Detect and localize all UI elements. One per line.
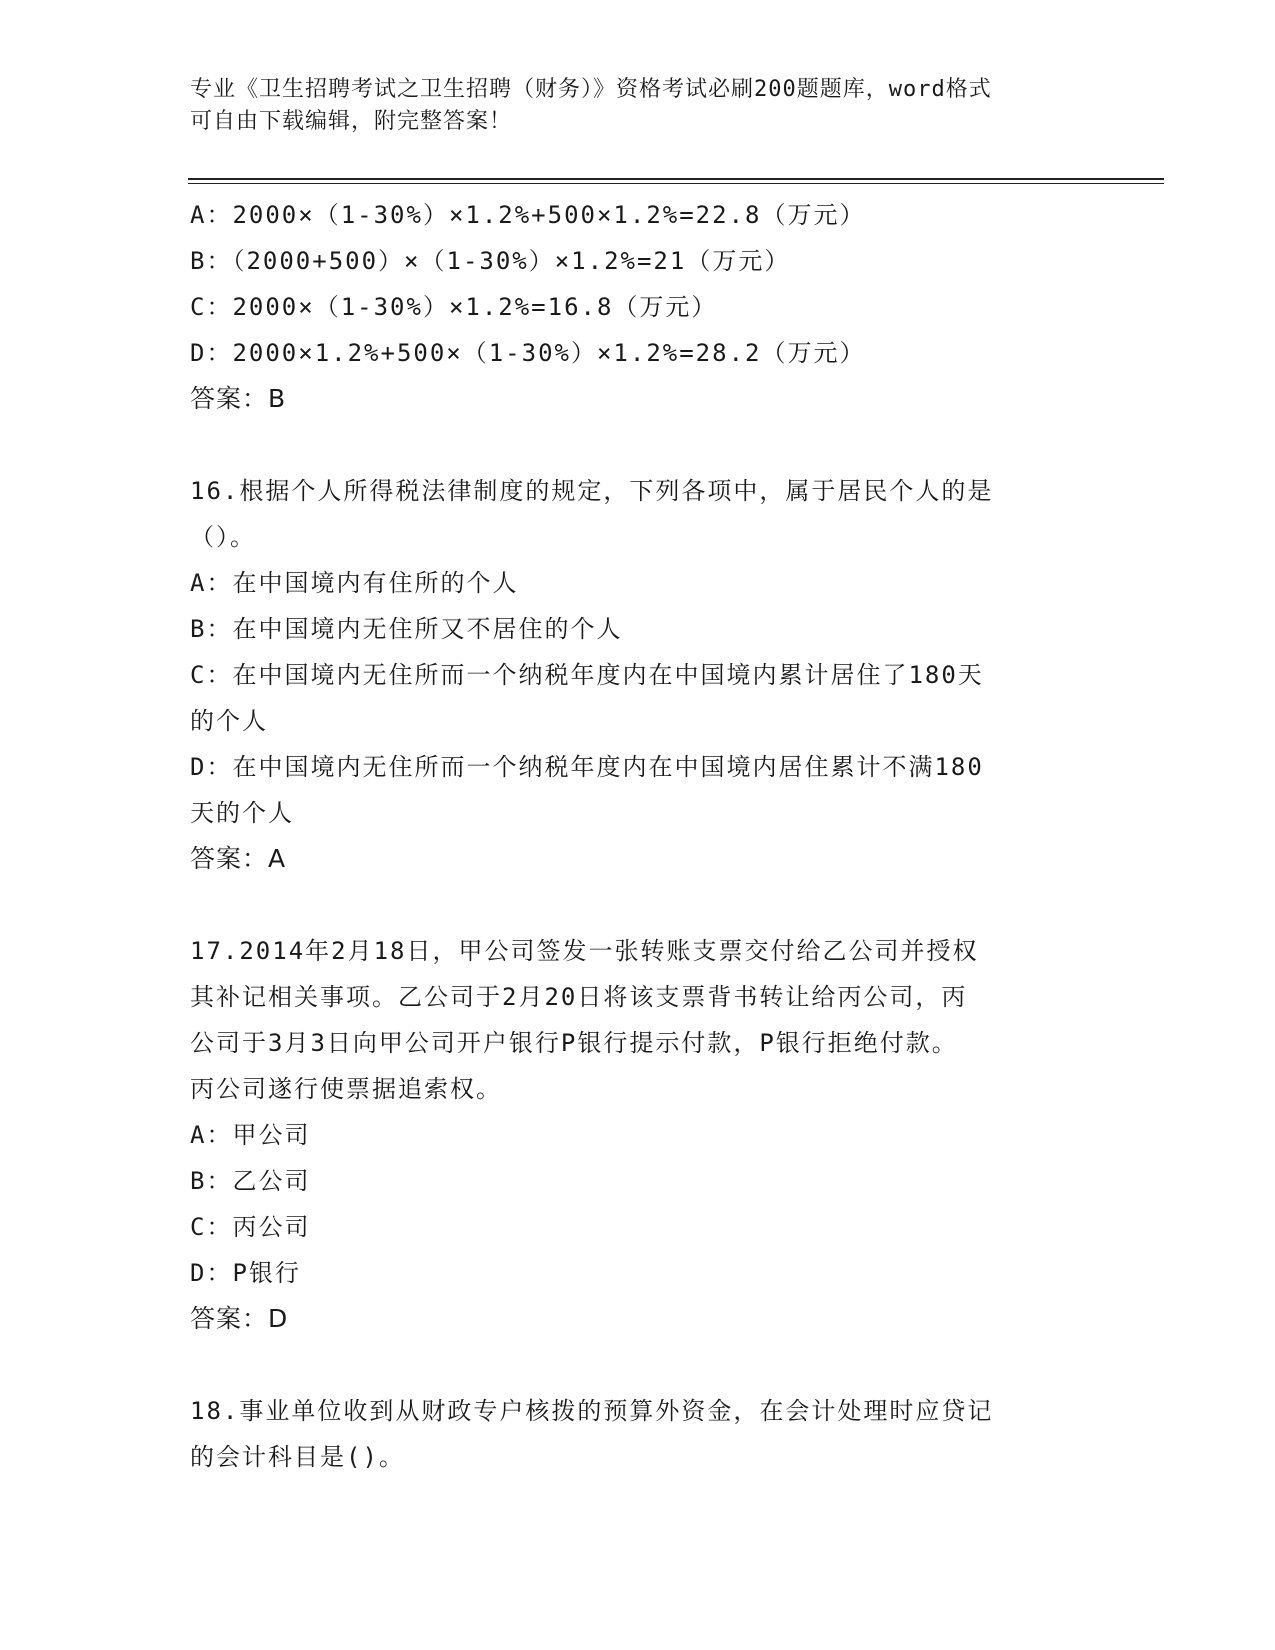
- document-header: [190, 74, 1090, 138]
- question-16: [190, 468, 1090, 882]
- answer-line: 答案：B: [190, 384, 287, 413]
- option-d: D：在中国境内无住所而一个纳税年度内在中国境内居住累计不满180: [190, 753, 984, 781]
- option-a: A：在中国境内有住所的个人: [190, 569, 519, 597]
- header-title-line-1: 专业《卫生招聘考试之卫生招聘（财务）》资格考试必刷200题题库，word格式: [190, 77, 992, 102]
- option-a: A：甲公司: [190, 1121, 311, 1149]
- question-stem-line: 其补记相关事项。乙公司于2月20日将该支票背书转让给丙公司，丙: [190, 983, 968, 1011]
- option-d-continued: 天的个人: [190, 799, 294, 827]
- header-divider-thick: [188, 178, 1164, 180]
- option-c: C：在中国境内无住所而一个纳税年度内在中国境内累计居住了180天: [190, 661, 984, 689]
- question-stem-line: 丙公司遂行使票据追索权。: [190, 1075, 502, 1103]
- question-stem-line: （）。: [190, 523, 256, 551]
- option-c-continued: 的个人: [190, 707, 268, 735]
- question-stem-line: 16.根据个人所得税法律制度的规定，下列各项中，属于居民个人的是: [190, 477, 994, 505]
- header-title-line-2: 可自由下载编辑，附完整答案！: [190, 109, 513, 134]
- spacer: [190, 1342, 1090, 1388]
- question-stem-line: 的会计科目是()。: [190, 1443, 405, 1471]
- answer-line: 答案：D: [190, 1304, 289, 1333]
- spacer: [190, 882, 1090, 928]
- option-a: A：2000×（1-30%）×1.2%+500×1.2%=22.8（万元）: [190, 201, 866, 229]
- question-17: [190, 928, 1090, 1342]
- option-b: B：在中国境内无住所又不居住的个人: [190, 615, 623, 643]
- question-stem-line: 17.2014年2月18日，甲公司签发一张转账支票交付给乙公司并授权: [190, 937, 979, 965]
- answer-line: 答案：A: [190, 844, 287, 873]
- option-c: C：2000×（1-30%）×1.2%=16.8（万元）: [190, 293, 718, 321]
- question-18: [190, 1388, 1090, 1480]
- option-b: B：（2000+500）×（1-30%）×1.2%=21（万元）: [190, 247, 791, 275]
- spacer: [190, 422, 1090, 468]
- option-d: D：P银行: [190, 1259, 301, 1287]
- header-divider-thin: [188, 183, 1164, 184]
- option-b: B：乙公司: [190, 1167, 311, 1195]
- option-d: D：2000×1.2%+500×（1-30%）×1.2%=28.2（万元）: [190, 339, 866, 367]
- question-15: [190, 192, 1090, 422]
- option-c: C：丙公司: [190, 1213, 311, 1241]
- question-content: [190, 192, 1090, 1480]
- question-stem-line: 18.事业单位收到从财政专户核拨的预算外资金，在会计处理时应贷记: [190, 1397, 994, 1425]
- question-stem-line: 公司于3月3日向甲公司开户银行P银行提示付款，P银行拒绝付款。: [190, 1029, 958, 1057]
